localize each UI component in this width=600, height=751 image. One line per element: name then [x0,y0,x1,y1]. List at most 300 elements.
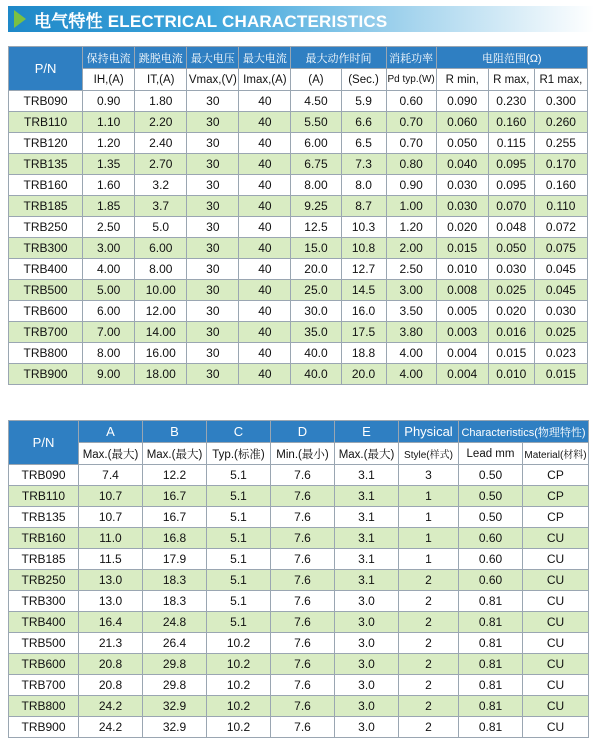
table-cell: 40 [239,133,291,154]
table-row [9,696,589,717]
table-cell: 5.1 [207,465,271,486]
table-cell: 0.016 [488,322,534,343]
part-number-cell: TRB600 [9,654,79,675]
table-cell: 3.0 [335,717,399,738]
table-cell: 6.6 [341,112,386,133]
col-header: 跳脱电流 [135,47,187,69]
table-row [9,112,588,133]
table-cell: 10.8 [341,238,386,259]
table-cell: 0.160 [488,112,534,133]
table-cell: 18.3 [143,570,207,591]
table-cell: 20.8 [79,654,143,675]
table-cell: 5.1 [207,486,271,507]
table-cell: 20.8 [79,675,143,696]
table-cell: 7.6 [271,507,335,528]
table-cell: 0.160 [534,175,587,196]
pn-header: P/N [9,421,79,465]
table-cell: 2 [399,633,459,654]
table-cell: 30 [187,112,239,133]
table-cell: 0.015 [436,238,488,259]
table-cell: 2.00 [386,238,436,259]
table-cell: 5.1 [207,528,271,549]
sub-header: Pd typ.(W) [386,69,436,91]
table-cell: 12.00 [135,301,187,322]
sub-header: R1 max, [534,69,587,91]
col-header: 最大动作时间 [291,47,386,69]
table-cell: 0.008 [436,280,488,301]
table-cell: 6.75 [291,154,341,175]
table-cell: 0.90 [83,91,135,112]
col-header: Physical [399,421,459,443]
sub-header: (A) [291,69,341,91]
table-cell: 7.6 [271,654,335,675]
table-cell: 2 [399,717,459,738]
table-cell: 30 [187,196,239,217]
col-header: 消耗功率 [386,47,436,69]
table-cell: 1 [399,549,459,570]
table-cell: 0.050 [436,133,488,154]
table-cell: 8.0 [341,175,386,196]
table-cell: 3.0 [335,654,399,675]
table-cell: 7.4 [79,465,143,486]
table-cell: 7.6 [271,591,335,612]
table-cell: 25.0 [291,280,341,301]
table-cell: 0.81 [459,696,523,717]
table-row [9,465,589,486]
sub-header: Max.(最大) [143,443,207,465]
table-cell: 0.020 [436,217,488,238]
col-header: C [207,421,271,443]
table-cell: 3.1 [335,570,399,591]
table-cell: 0.81 [459,675,523,696]
table-cell: 0.255 [534,133,587,154]
table-row [9,259,588,280]
table-cell: 5.00 [83,280,135,301]
table-cell: 1.00 [386,196,436,217]
table-cell: 3.1 [335,528,399,549]
table-cell: 32.9 [143,717,207,738]
table-cell: 4.50 [291,91,341,112]
table-cell: 16.00 [135,343,187,364]
table-cell: 0.81 [459,654,523,675]
part-number-cell: TRB300 [9,591,79,612]
table-cell: 0.60 [459,570,523,591]
table-cell: 3.1 [335,507,399,528]
sub-header: IT,(A) [135,69,187,91]
table-cell: 0.60 [459,549,523,570]
table-cell: 0.075 [534,238,587,259]
table-cell: 2 [399,654,459,675]
table-cell: CU [523,675,589,696]
table-cell: 40 [239,175,291,196]
table-cell: 0.170 [534,154,587,175]
subheader-row [9,443,589,465]
table-cell: 40 [239,364,291,385]
table-cell: 0.050 [488,238,534,259]
table-cell: 1.10 [83,112,135,133]
sub-header: Lead mm [459,443,523,465]
table-cell: CU [523,591,589,612]
part-number-cell: TRB110 [9,112,83,133]
table-cell: 7.6 [271,486,335,507]
table-cell: 11.5 [79,549,143,570]
table-cell: 40 [239,217,291,238]
table-cell: 30 [187,364,239,385]
table-cell: 3.00 [386,280,436,301]
table-cell: 30 [187,259,239,280]
table-cell: 6.5 [341,133,386,154]
table-cell: 4.00 [83,259,135,280]
section-title-bar [8,6,594,32]
table-cell: CU [523,570,589,591]
table-cell: 18.8 [341,343,386,364]
table-cell: 30 [187,301,239,322]
table-cell: 20.0 [341,364,386,385]
table-cell: 40.0 [291,343,341,364]
table-cell: 35.0 [291,322,341,343]
table-row [9,717,589,738]
table-cell: 40 [239,259,291,280]
table-cell: 7.6 [271,465,335,486]
table-cell: 3.1 [335,486,399,507]
table-cell: 0.095 [488,175,534,196]
col-header: 最大电流 [239,47,291,69]
table-cell: 9.25 [291,196,341,217]
sub-header: IH,(A) [83,69,135,91]
arrow-icon [14,10,26,28]
part-number-cell: TRB185 [9,549,79,570]
table-cell: 24.2 [79,717,143,738]
table-cell: 5.1 [207,570,271,591]
table-cell: CU [523,633,589,654]
table-cell: 2 [399,675,459,696]
table-cell: 5.1 [207,612,271,633]
table-cell: 0.030 [436,196,488,217]
col-header: A [79,421,143,443]
table-cell: 30 [187,175,239,196]
table-cell: 0.023 [534,343,587,364]
table-cell: 0.045 [534,259,587,280]
table-cell: 8.00 [135,259,187,280]
table-cell: 17.9 [143,549,207,570]
part-number-cell: TRB500 [9,633,79,654]
table-cell: CU [523,717,589,738]
table-cell: CP [523,465,589,486]
table-cell: 0.040 [436,154,488,175]
table-row [9,343,588,364]
table-cell: 3.0 [335,612,399,633]
table-cell: 3.0 [335,696,399,717]
table-cell: 2.70 [135,154,187,175]
table-cell: 3 [399,465,459,486]
part-number-cell: TRB400 [9,612,79,633]
table-cell: CU [523,612,589,633]
table-cell: 15.0 [291,238,341,259]
part-number-cell: TRB090 [9,91,83,112]
table-row [9,154,588,175]
table-cell: 2 [399,570,459,591]
table-cell: 2.20 [135,112,187,133]
table-cell: 0.090 [436,91,488,112]
table-cell: 16.0 [341,301,386,322]
table-row [9,364,588,385]
table-cell: 0.60 [386,91,436,112]
table-cell: 26.4 [143,633,207,654]
table-cell: 0.025 [488,280,534,301]
part-number-cell: TRB300 [9,238,83,259]
part-number-cell: TRB700 [9,675,79,696]
table-row [9,633,589,654]
table-cell: 1.35 [83,154,135,175]
table-cell: 16.7 [143,507,207,528]
table-cell: 30 [187,238,239,259]
sub-header: Style(样式) [399,443,459,465]
part-number-cell: TRB400 [9,259,83,280]
table-cell: 0.060 [436,112,488,133]
table-cell: 17.5 [341,322,386,343]
table-cell: 0.81 [459,612,523,633]
table-cell: 0.81 [459,717,523,738]
table-cell: 6.00 [83,301,135,322]
table-cell: 30.0 [291,301,341,322]
table-row [9,591,589,612]
col-header: B [143,421,207,443]
table-cell: 0.90 [386,175,436,196]
table-cell: 29.8 [143,675,207,696]
table-cell: 40 [239,112,291,133]
table-cell: 30 [187,280,239,301]
table-row [9,280,588,301]
table-cell: 10.00 [135,280,187,301]
table-cell: 7.00 [83,322,135,343]
table-row [9,133,588,154]
sub-header: Min.(最小) [271,443,335,465]
part-number-cell: TRB135 [9,507,79,528]
table-cell: 7.6 [271,633,335,654]
table-row [9,486,589,507]
table-cell: 0.50 [459,486,523,507]
table-row [9,196,588,217]
table-cell: 0.048 [488,217,534,238]
table-cell: CU [523,549,589,570]
table-cell: 10.2 [207,633,271,654]
table-cell: 10.2 [207,717,271,738]
table-cell: 0.030 [534,301,587,322]
col-header: 保持电流 [83,47,135,69]
part-number-cell: TRB900 [9,364,83,385]
table-cell: 3.0 [335,675,399,696]
part-number-cell: TRB600 [9,301,83,322]
table-cell: 2.50 [386,259,436,280]
table-cell: 12.2 [143,465,207,486]
col-header: Characteristics(物理特性) [459,421,589,443]
table-cell: 21.3 [79,633,143,654]
table-cell: 0.81 [459,591,523,612]
table-cell: 5.0 [135,217,187,238]
table-row [9,322,588,343]
part-number-cell: TRB160 [9,175,83,196]
physical-characteristics-table [8,420,589,738]
table-cell: 18.00 [135,364,187,385]
table-cell: CU [523,696,589,717]
table-row [9,238,588,259]
table-cell: 30 [187,133,239,154]
table-row [9,301,588,322]
sub-header: (Sec.) [341,69,386,91]
table-row [9,612,589,633]
table-cell: 1.20 [83,133,135,154]
table-cell: 2 [399,612,459,633]
table-cell: 3.2 [135,175,187,196]
pn-header: P/N [9,47,83,91]
table-cell: 20.0 [291,259,341,280]
table-cell: 2.50 [83,217,135,238]
col-header: 最大电压 [187,47,239,69]
table-cell: 0.300 [534,91,587,112]
table-cell: 14.00 [135,322,187,343]
part-number-cell: TRB800 [9,343,83,364]
table-cell: 6.00 [135,238,187,259]
table-cell: 8.00 [291,175,341,196]
sub-header: R max, [488,69,534,91]
table-cell: 7.6 [271,675,335,696]
col-header: D [271,421,335,443]
table-cell: 3.1 [335,549,399,570]
table-cell: 3.7 [135,196,187,217]
table-row [9,507,589,528]
table-cell: 0.030 [436,175,488,196]
header-row [9,421,589,443]
table-cell: 0.025 [534,322,587,343]
table-cell: 7.3 [341,154,386,175]
table-row [9,549,589,570]
table-cell: 7.6 [271,717,335,738]
part-number-cell: TRB500 [9,280,83,301]
table-cell: 40 [239,91,291,112]
table-cell: 30 [187,217,239,238]
table-cell: CU [523,654,589,675]
table-cell: 3.1 [335,465,399,486]
table-cell: CP [523,507,589,528]
table-cell: 16.4 [79,612,143,633]
part-number-cell: TRB250 [9,570,79,591]
table-cell: 16.7 [143,486,207,507]
col-header: E [335,421,399,443]
table-cell: 2 [399,591,459,612]
table-cell: 1.60 [83,175,135,196]
table-cell: 9.00 [83,364,135,385]
sub-header: Vmax,(V) [187,69,239,91]
table-row [9,654,589,675]
subheader-row [9,69,588,91]
part-number-cell: TRB090 [9,465,79,486]
table-cell: 3.00 [83,238,135,259]
table-cell: 0.015 [488,343,534,364]
table-cell: CU [523,528,589,549]
table-cell: 7.6 [271,549,335,570]
table-cell: 0.004 [436,364,488,385]
sub-header: Max.(最大) [335,443,399,465]
table-cell: 1.80 [135,91,187,112]
table-cell: 24.2 [79,696,143,717]
table-cell: 3.50 [386,301,436,322]
table-cell: 0.010 [436,259,488,280]
part-number-cell: TRB160 [9,528,79,549]
table-cell: 5.1 [207,507,271,528]
table-cell: 0.260 [534,112,587,133]
table-cell: 3.0 [335,591,399,612]
table-cell: 30 [187,91,239,112]
table-cell: 0.070 [488,196,534,217]
table-cell: 0.072 [534,217,587,238]
table-cell: 5.1 [207,549,271,570]
table-cell: 11.0 [79,528,143,549]
table-cell: 40 [239,322,291,343]
table-cell: 1 [399,507,459,528]
table-cell: 0.80 [386,154,436,175]
table-cell: 0.010 [488,364,534,385]
table-cell: 13.0 [79,591,143,612]
table-cell: 40 [239,196,291,217]
table-cell: 29.8 [143,654,207,675]
section-title: 电气特性 ELECTRICAL CHARACTERISTICS [34,11,388,31]
sub-header: Typ.(标准) [207,443,271,465]
table-cell: 7.6 [271,696,335,717]
table-cell: 14.5 [341,280,386,301]
table-cell: 5.50 [291,112,341,133]
table-cell: 0.030 [488,259,534,280]
table-cell: 4.00 [386,343,436,364]
part-number-cell: TRB250 [9,217,83,238]
table-cell: 0.110 [534,196,587,217]
table-row [9,217,588,238]
table-cell: 40 [239,280,291,301]
table-cell: 10.7 [79,486,143,507]
table-cell: CP [523,486,589,507]
table-cell: 30 [187,154,239,175]
table-row [9,570,589,591]
table-cell: 6.00 [291,133,341,154]
table-cell: 0.50 [459,465,523,486]
part-number-cell: TRB185 [9,196,83,217]
table-cell: 10.3 [341,217,386,238]
table-cell: 4.00 [386,364,436,385]
table-cell: 18.3 [143,591,207,612]
sub-header: Imax,(A) [239,69,291,91]
table-cell: 2 [399,696,459,717]
table-cell: 0.005 [436,301,488,322]
part-number-cell: TRB120 [9,133,83,154]
sub-header: Material(材料) [523,443,589,465]
part-number-cell: TRB135 [9,154,83,175]
table-cell: 10.2 [207,654,271,675]
table-cell: 0.095 [488,154,534,175]
table-cell: 3.80 [386,322,436,343]
table-cell: 40.0 [291,364,341,385]
part-number-cell: TRB110 [9,486,79,507]
table-cell: 12.5 [291,217,341,238]
table-cell: 7.6 [271,528,335,549]
table-cell: 2.40 [135,133,187,154]
table-cell: 1 [399,486,459,507]
sub-header: R min, [436,69,488,91]
table-cell: 24.8 [143,612,207,633]
table-cell: 0.015 [534,364,587,385]
part-number-cell: TRB700 [9,322,83,343]
table-cell: 40 [239,343,291,364]
table-cell: 0.81 [459,633,523,654]
table-cell: 8.7 [341,196,386,217]
